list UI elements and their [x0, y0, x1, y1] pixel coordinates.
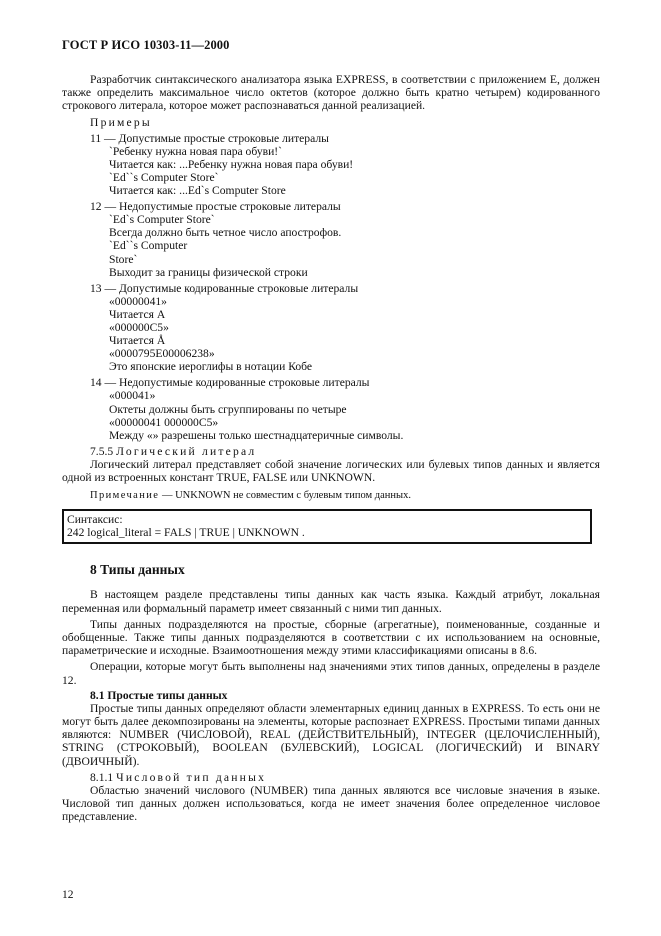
example-line: Читается А — [109, 307, 166, 321]
example-line: Выходит за границы физической строки — [109, 265, 308, 279]
subsection-7-5-5-heading — [62, 445, 600, 458]
intro-paragraph: Разработчик синтаксического анализатора языка EXPRESS, в соответствии с приложением Е, должен также определить максимальное число октетов (которое должно быть кратно четырем) кодированного строкового литерала, которое может распознаваться данной реализацией. — [62, 73, 600, 113]
example-line: «000000C5» — [109, 321, 169, 335]
example-title: 12 — Недопустимые простые строковые литералы — [90, 200, 341, 214]
example-12 — [62, 200, 600, 279]
note-text: — UNKNOWN не совместим с булевым типом данных. — [159, 490, 411, 502]
subsection-title: Логический литерал — [116, 444, 257, 458]
subsection-number: 7.5.5 — [90, 444, 114, 458]
example-line: Всегда должно быть четное число апострофов. — [109, 226, 342, 240]
example-line: «0000795E00006238» — [109, 347, 215, 361]
example-line: «00000041 000000C5» — [109, 415, 219, 429]
example-line: `Ed`s Computer Store` — [109, 213, 215, 227]
example-title: 11 — Допустимые простые строковые литералы — [90, 131, 329, 145]
note — [62, 489, 600, 502]
example-13 — [62, 282, 600, 374]
paragraph: Областью значений числового (NUMBER) типа данных являются все числовые значения в языке. Числовой тип данных должен использоваться, когда не имеет значения более определенное числовое представление. — [62, 783, 600, 824]
subsection-number: 8.1.1 — [90, 770, 114, 784]
paragraph: Простые типы данных определяют области элементарных единиц данных в EXPRESS. То есть они не могут быть далее декомпозированы на элементы, которые распознает EXPRESS. Простыми типами данных являются: NUMBER (ЧИСЛОВОЙ), REAL (ДЕЙСТВИТЕЛЬНЫЙ), INTEGER (ЦЕЛОЧИСЛЕННЫЙ), STRING (СТРОКОВЫЙ), BOOLEAN (БУЛЕВСКИЙ), LOGICAL (ЛОГИЧЕСКИЙ) И BINARY (ДВОИЧНЫЙ). — [62, 701, 600, 768]
example-11 — [62, 132, 600, 197]
paragraph: В настоящем разделе представлены типы данных как часть языка. Каждый атрибут, локальная переменная или формальный параметр имеет связанный с ними тип данных. — [62, 588, 600, 615]
example-line: `Ed``s Computer — [109, 239, 188, 253]
example-line: Читается Å — [109, 334, 166, 348]
example-line: Читается как: ...Ребенку нужна новая пара обуви! — [109, 157, 354, 171]
syntax-label: Синтаксис: — [67, 513, 123, 527]
subsection-title: Числовой тип данных — [116, 770, 267, 784]
example-line: Store` — [109, 252, 138, 266]
example-line: «000041» — [109, 389, 156, 403]
section-8-1-heading: 8.1 Простые типы данных — [90, 688, 228, 702]
running-header: ГОСТ Р ИСО 10303-11—2000 — [62, 38, 230, 52]
example-line: `Ed``s Computer Store` — [109, 170, 219, 184]
example-line: Октеты должны быть сгруппированы по четыре — [109, 402, 347, 416]
section-8-heading: 8 Типы данных — [90, 562, 185, 578]
example-line: «00000041» — [109, 294, 167, 308]
example-14 — [62, 376, 600, 441]
syntax-rule: 242 logical_literal = FALS | TRUE | UNKNOWN . — [67, 526, 305, 540]
example-line: Читается как: ...Ed`s Computer Store — [109, 184, 286, 198]
example-line: Между «» разрешены только шестнадцатеричные символы. — [109, 428, 404, 442]
logical-literal-paragraph: Логический литерал представляет собой значение логических или булевых типов данных и является одной из встроенных констант TRUE, FALSE или UNKNOWN. — [62, 457, 600, 485]
paragraph: Операции, которые могут быть выполнены над значениями этих типов данных, определены в разделе 12. — [62, 660, 600, 687]
paragraph: Типы данных подразделяются на простые, сборные (агрегатные), поименованные, созданные и обобщенные. Также типы данных подразделяются в соответствии с их использованием на основные, параметрические и исходные. Взаимоотношения между этими классификациями описаны в 8.6. — [62, 617, 600, 658]
examples-label: Примеры — [90, 115, 152, 129]
example-title: 14 — Недопустимые кодированные строковые литералы — [90, 376, 370, 390]
example-line: Это японские иероглифы в нотации Кобе — [109, 360, 313, 374]
example-line: `Ребенку нужна новая пара обуви!` — [109, 144, 283, 158]
subsection-8-1-1-heading — [62, 771, 600, 784]
syntax-box — [62, 509, 592, 544]
page-number: 12 — [62, 889, 74, 901]
example-title: 13 — Допустимые кодированные строковые литералы — [90, 281, 359, 295]
note-label: Примечание — [90, 490, 160, 502]
document-page — [62, 38, 600, 824]
